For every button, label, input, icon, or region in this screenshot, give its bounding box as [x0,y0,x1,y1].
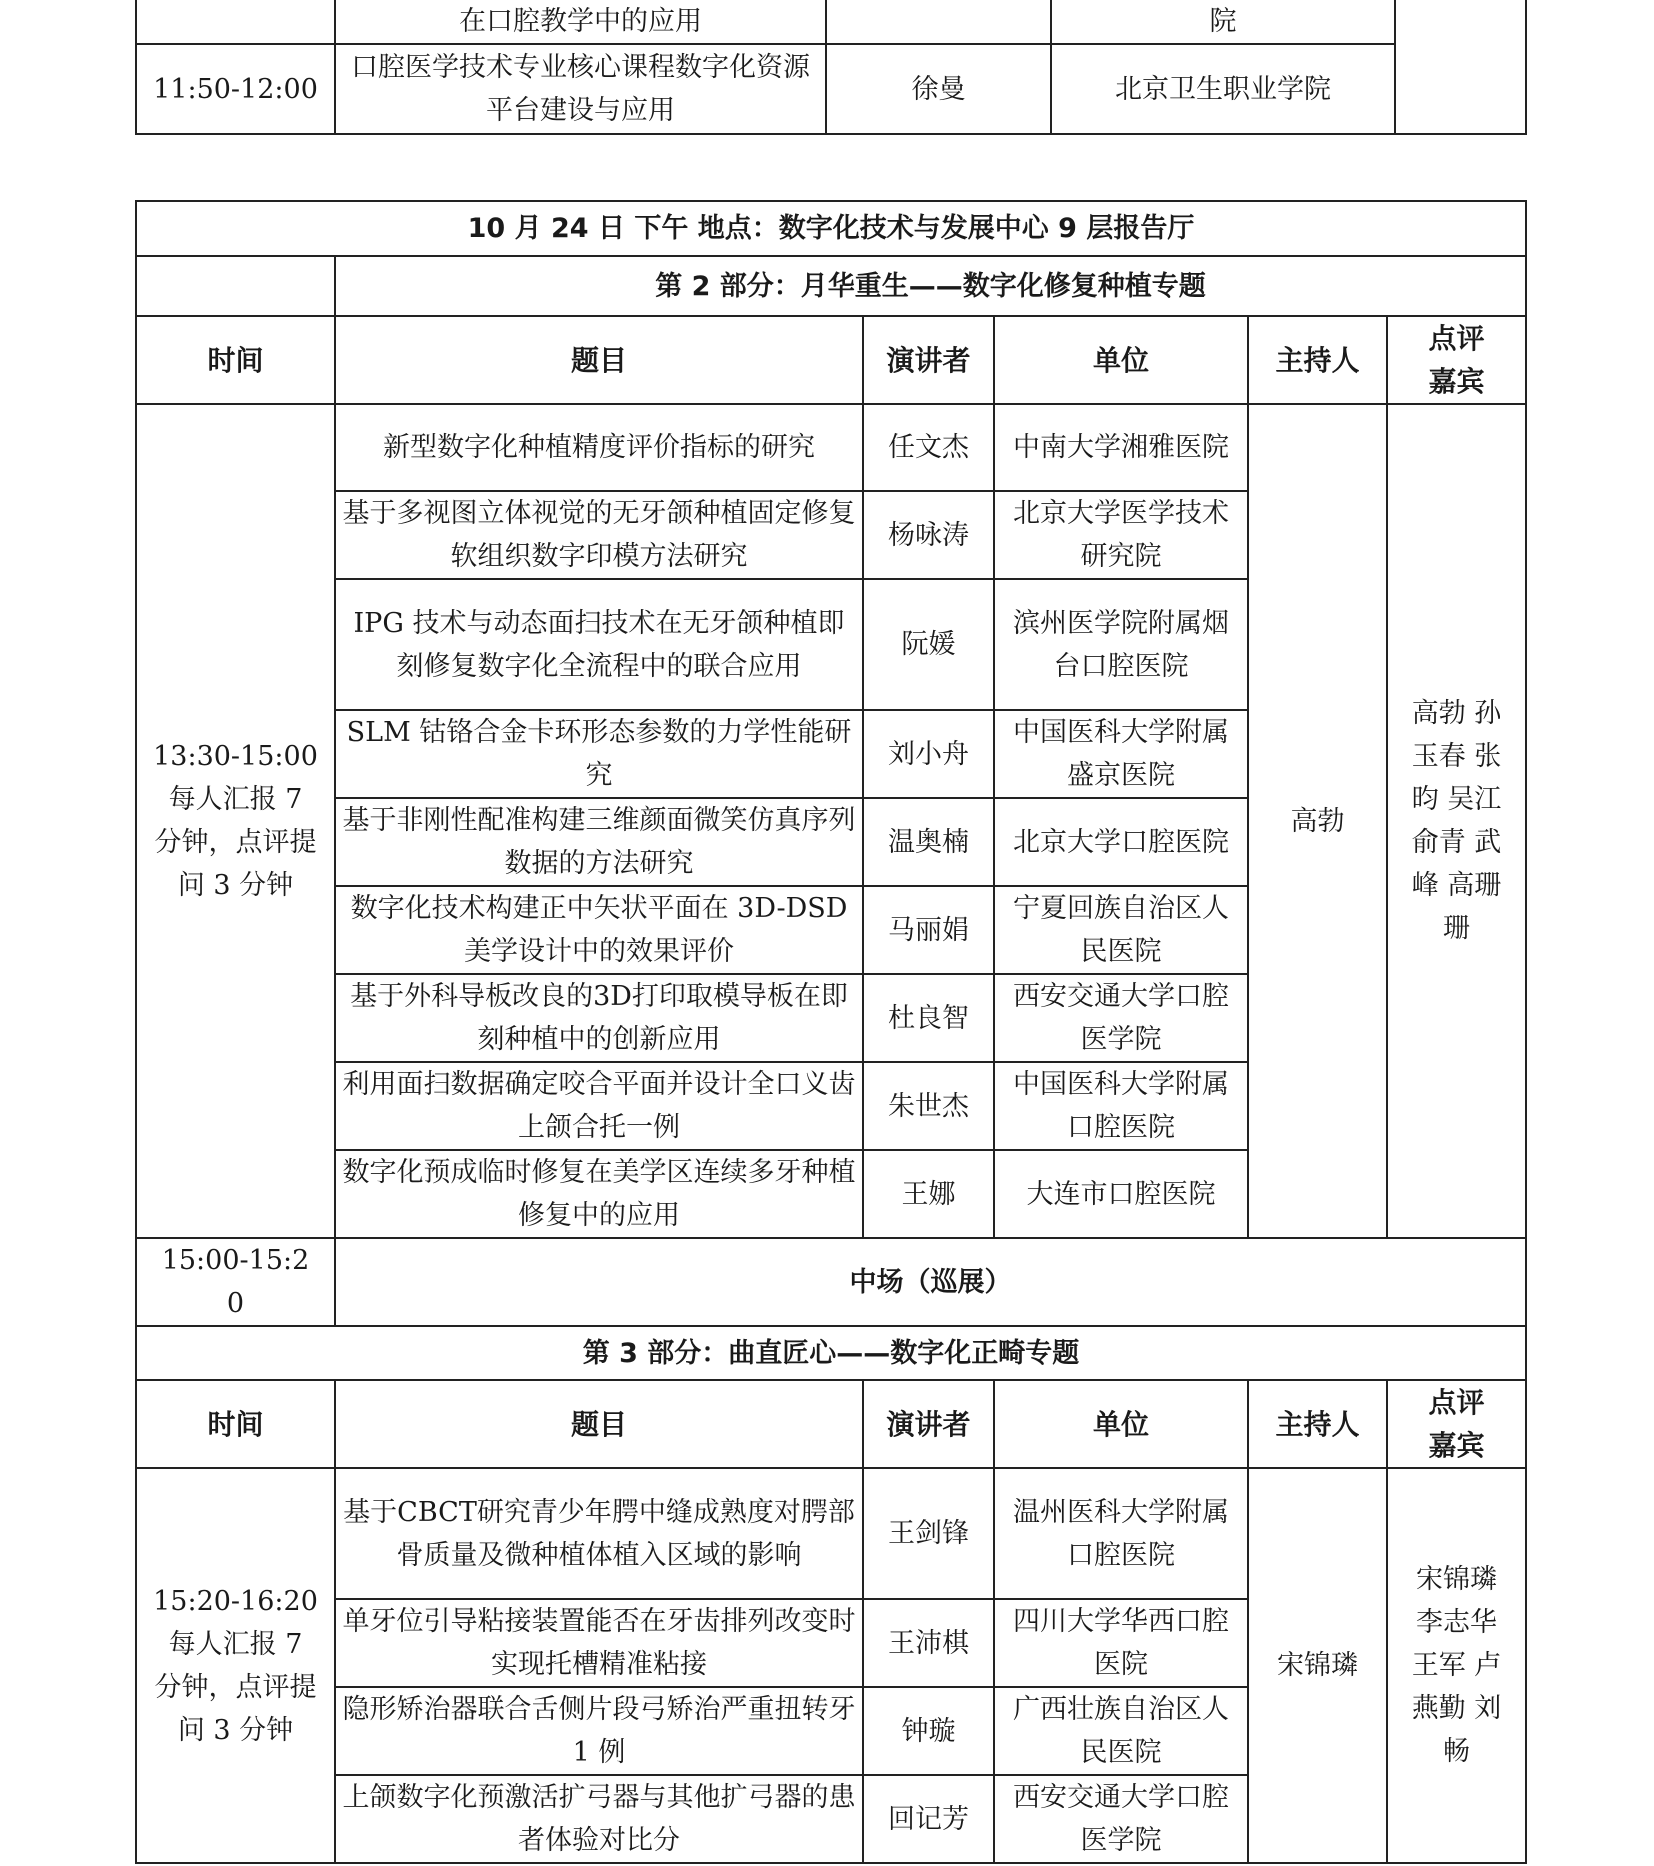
header-host: 主持人 [1248,1380,1387,1468]
part3-reviewers: 宋锦璘 李志华 王军 卢燕勤 刘畅 [1387,1468,1526,1863]
topic-cell: 基于外科导板改良的3D打印取模导板在即刻种植中的创新应用 [335,974,863,1062]
part3-host: 宋锦璘 [1248,1468,1387,1863]
speaker-cell [826,0,1051,44]
speaker-cell: 朱世杰 [863,1062,994,1150]
unit-cell: 中国医科大学附属盛京医院 [994,710,1248,798]
unit-cell: 北京大学口腔医院 [994,798,1248,886]
speaker-cell: 杜良智 [863,974,994,1062]
break-label: 中场（巡展） [335,1238,1526,1326]
part2-host: 高勃 [1248,404,1387,1238]
afternoon-schedule-table [135,200,1527,1864]
topic-cell: 数字化技术构建正中矢状平面在 3D-DSD 美学设计中的效果评价 [335,886,863,974]
topic-cell: 隐形矫治器联合舌侧片段弓矫治严重扭转牙 1 例 [335,1687,863,1775]
speaker-cell: 回记芳 [863,1775,994,1863]
speaker-cell: 刘小舟 [863,710,994,798]
part2-reviewers: 高勃 孙玉春 张昀 吴江 俞青 武峰 高珊珊 [1387,404,1526,1238]
header-reviewer: 点评嘉宾 [1387,1380,1526,1468]
header-reviewer: 点评嘉宾 [1387,316,1526,404]
topic-cell: 基于CBCT研究青少年腭中缝成熟度对腭部骨质量及微种植体植入区域的影响 [335,1468,863,1599]
blank-cell [136,256,335,316]
header-unit: 单位 [994,316,1248,404]
session-title: 10 月 24 日 下午 地点：数字化技术与发展中心 9 层报告厅 [136,201,1526,256]
speaker-cell: 徐曼 [826,44,1051,134]
speaker-cell: 任文杰 [863,404,994,491]
part2-title: 第 2 部分：月华重生——数字化修复种植专题 [335,256,1526,316]
unit-cell: 院 [1051,0,1395,44]
part2-time: 13:30-15:00 每人汇报 7 分钟，点评提问 3 分钟 [136,404,335,1238]
topic-cell: SLM 钴铬合金卡环形态参数的力学性能研究 [335,710,863,798]
speaker-cell: 王沛棋 [863,1599,994,1687]
part-title-row [136,256,1526,316]
speaker-cell: 王剑锋 [863,1468,994,1599]
unit-cell: 广西壮族自治区人民医院 [994,1687,1248,1775]
time-cell [136,0,335,44]
header-row [136,316,1526,404]
unit-cell: 中南大学湘雅医院 [994,404,1248,491]
header-host: 主持人 [1248,316,1387,404]
speaker-cell: 钟璇 [863,1687,994,1775]
header-speaker: 演讲者 [863,316,994,404]
topic-cell: 在口腔教学中的应用 [335,0,826,44]
part3-title: 第 3 部分：曲直匠心——数字化正畸专题 [136,1326,1526,1380]
unit-cell: 中国医科大学附属口腔医院 [994,1062,1248,1150]
unit-cell: 宁夏回族自治区人民医院 [994,886,1248,974]
speaker-cell: 杨咏涛 [863,491,994,579]
unit-cell: 四川大学华西口腔医院 [994,1599,1248,1687]
speaker-cell: 马丽娟 [863,886,994,974]
header-time: 时间 [136,316,335,404]
topic-cell: 上颌数字化预激活扩弓器与其他扩弓器的患者体验对比分 [335,1775,863,1863]
header-topic: 题目 [335,1380,863,1468]
table-row [136,1468,1526,1599]
speaker-cell: 温奥楠 [863,798,994,886]
speaker-cell: 阮媛 [863,579,994,710]
header-topic: 题目 [335,316,863,404]
topic-cell: 利用面扫数据确定咬合平面并设计全口义齿上颌合托一例 [335,1062,863,1150]
break-row [136,1238,1526,1326]
unit-cell: 西安交通大学口腔医学院 [994,1775,1248,1863]
table-row [136,0,1526,44]
topic-cell: 新型数字化种植精度评价指标的研究 [335,404,863,491]
speaker-cell: 王娜 [863,1150,994,1238]
unit-cell: 北京大学医学技术研究院 [994,491,1248,579]
unit-cell: 北京卫生职业学院 [1051,44,1395,134]
topic-cell: IPG 技术与动态面扫技术在无牙颌种植即刻修复数字化全流程中的联合应用 [335,579,863,710]
header-time: 时间 [136,1380,335,1468]
topic-cell: 基于非刚性配准构建三维颜面微笑仿真序列数据的方法研究 [335,798,863,886]
session-title-row [136,201,1526,256]
header-row [136,1380,1526,1468]
topic-cell: 口腔医学技术专业核心课程数字化资源平台建设与应用 [335,44,826,134]
unit-cell: 温州医科大学附属口腔医院 [994,1468,1248,1599]
topic-cell: 单牙位引导粘接装置能否在牙齿排列改变时实现托槽精准粘接 [335,1599,863,1687]
topic-cell: 基于多视图立体视觉的无牙颌种植固定修复软组织数字印模方法研究 [335,491,863,579]
part3-time: 15:20-16:20 每人汇报 7 分钟，点评提问 3 分钟 [136,1468,335,1863]
time-cell: 11:50-12:00 [136,44,335,134]
table-row [136,44,1526,134]
continued-schedule-table [135,0,1527,135]
topic-cell: 数字化预成临时修复在美学区连续多牙种植修复中的应用 [335,1150,863,1238]
unit-cell: 滨州医学院附属烟台口腔医院 [994,579,1248,710]
break-time: 15:00-15:20 [136,1238,335,1326]
unit-cell: 大连市口腔医院 [994,1150,1248,1238]
part-title-row [136,1326,1526,1380]
table-row [136,404,1526,491]
header-speaker: 演讲者 [863,1380,994,1468]
unit-cell: 西安交通大学口腔医学院 [994,974,1248,1062]
header-unit: 单位 [994,1380,1248,1468]
blank-cell [1395,0,1526,134]
